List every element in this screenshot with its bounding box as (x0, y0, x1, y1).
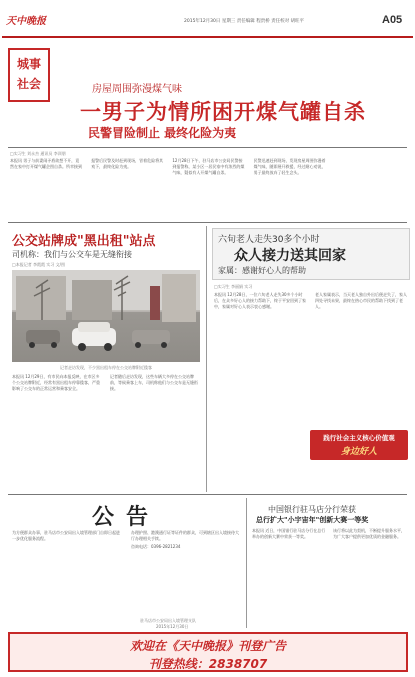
lead-headline: 一男子为情所困开煤气罐自杀 (80, 100, 366, 124)
announcement-body (12, 530, 242, 618)
ad-line-2: 刊登热线：2838707 (148, 657, 268, 671)
page-number: A05 (382, 14, 403, 26)
announcement-para-2: 办理护照、港澳通行证等证件的群众，可到辖区出入境接待大厅办理相关手续。 (131, 530, 239, 541)
section-label-2: 社会 (16, 77, 41, 91)
section-label-1: 城事 (16, 57, 41, 71)
story2-byline: □本报记者 李霞霞 实习 文/图 (12, 262, 65, 267)
story3-byline: □实习生 李丽娟 实习 (214, 284, 253, 289)
story2-headline: 公交站牌成"黑出租"站点 (12, 234, 156, 249)
ad-line-1: 欢迎在《天中晚报》刊登广告 (129, 639, 286, 653)
lead-kicker: 房屋周围弥漫煤气味 (92, 84, 182, 95)
story2-subhead: 司机称：我们与公交车是无缝衔接 (12, 250, 132, 259)
column-divider (206, 226, 207, 492)
story4-body (252, 528, 408, 626)
lead-body (10, 158, 408, 218)
masthead-rule (2, 36, 413, 38)
story2-body (12, 374, 200, 490)
lead-subhead: 民警冒险制止 最终化险为夷 (88, 126, 237, 140)
story2-photo (12, 270, 200, 362)
masthead-logo: 天中晚报 (6, 16, 46, 27)
story2-photo-caption: 记者走访发现，不少黑出租车停在公交站牌附近揽客 (60, 365, 152, 370)
story3-subhead: 家属：感谢好心人的帮助 (218, 266, 306, 275)
lead-bottom-rule (8, 222, 407, 223)
story2-para-2: 记者随后走访发现，这些车辆大多停在公交站牌前，等候乘客上车，司机称他们与公交车是无缝衔接。 (110, 374, 198, 391)
story2-para-1: 本报讯 12月29日，有市民向本报反映，在市区多个公交站牌附近，经常有黑出租车停靠揽客，严重影响了公交车的正常运营和乘客安全。 (12, 374, 100, 391)
story3-kicker: 六旬老人走失30多个小时 (218, 235, 320, 245)
lead-byline: □实习生 刘永杰 通讯员 李训朋 (10, 151, 66, 156)
values-banner (310, 430, 408, 460)
street-scene-illustration (12, 270, 200, 362)
story4-headline2: 总行扩大"小宇宙年"创新大赛一等奖 (256, 516, 369, 524)
ad-footer (8, 632, 408, 672)
values-banner-right: 身边好人 (340, 447, 377, 457)
date-line: 2015年12月30日 星期三 责任编辑 程贵桥 责任校对 胡旺平 (184, 19, 305, 24)
announcement-para-3: 咨询电话：0396-2821234 (131, 544, 181, 549)
story4-para-2: 该行将以此为契机，不断提升服务水平，为广大客户提供更加优质的金融服务。 (333, 528, 405, 539)
story4-para-1: 本报讯 近日，中国银行驻马店分行在总行举办的创新大赛中荣获一等奖。 (252, 528, 326, 539)
story3-headline: 众人接力送其回家 (234, 248, 346, 264)
mid-bottom-rule (8, 494, 407, 495)
lead-para-2: 12月28日下午，驻马店市公安局民警接到报警称，某小区一居民家中有浓烈的煤气味，疑似有人开煤气罐自杀。 (172, 158, 245, 175)
story4-headline: 中国银行驻马店分行荣获 (268, 505, 356, 514)
announcement-sign: 驻马店市公安局出入境管理支队 (140, 618, 196, 623)
masthead (4, 4, 412, 34)
story3-para-1: 本报讯 12月28日，一位六旬老人走失30多个小时后，在众多好心人的接力帮助下，终于平安回到了家中，家属对好心人表示衷心感谢。 (214, 292, 306, 309)
announcement-title: 公告 (92, 505, 161, 530)
lead-para-3: 民警迅速赶到现场，发现房屋周围弥漫着煤气味，随即展开救援，经过耐心劝说，男子最终放弃了轻生念头。 (253, 158, 326, 175)
section-box (8, 48, 50, 102)
story3-para-2: 老人家属表示，当天老人独自外出后便走失了，家人四处寻找未果，最终在热心市民的帮助下找到了老人。 (315, 292, 407, 309)
lead-rule (8, 147, 407, 148)
lead-para-1: 本报讯 男子与前妻闹矛盾欲想不开，竟然在家中打开煤气罐企图自杀。所幸接到报警后民警及时赶到现场，冒着危险将其劝下，最终化险为夷。 (10, 158, 164, 169)
bottom-column-divider (246, 498, 247, 628)
announcement-para-1: 为方便群众办事，驻马店市公安局出入境管理部门自即日起进一步优化服务流程。 (12, 530, 120, 541)
values-banner-text: 践行社会主义核心价值观 (323, 434, 395, 442)
story3-body (214, 292, 408, 422)
announcement-date: 2015年12月30日 (156, 624, 189, 629)
